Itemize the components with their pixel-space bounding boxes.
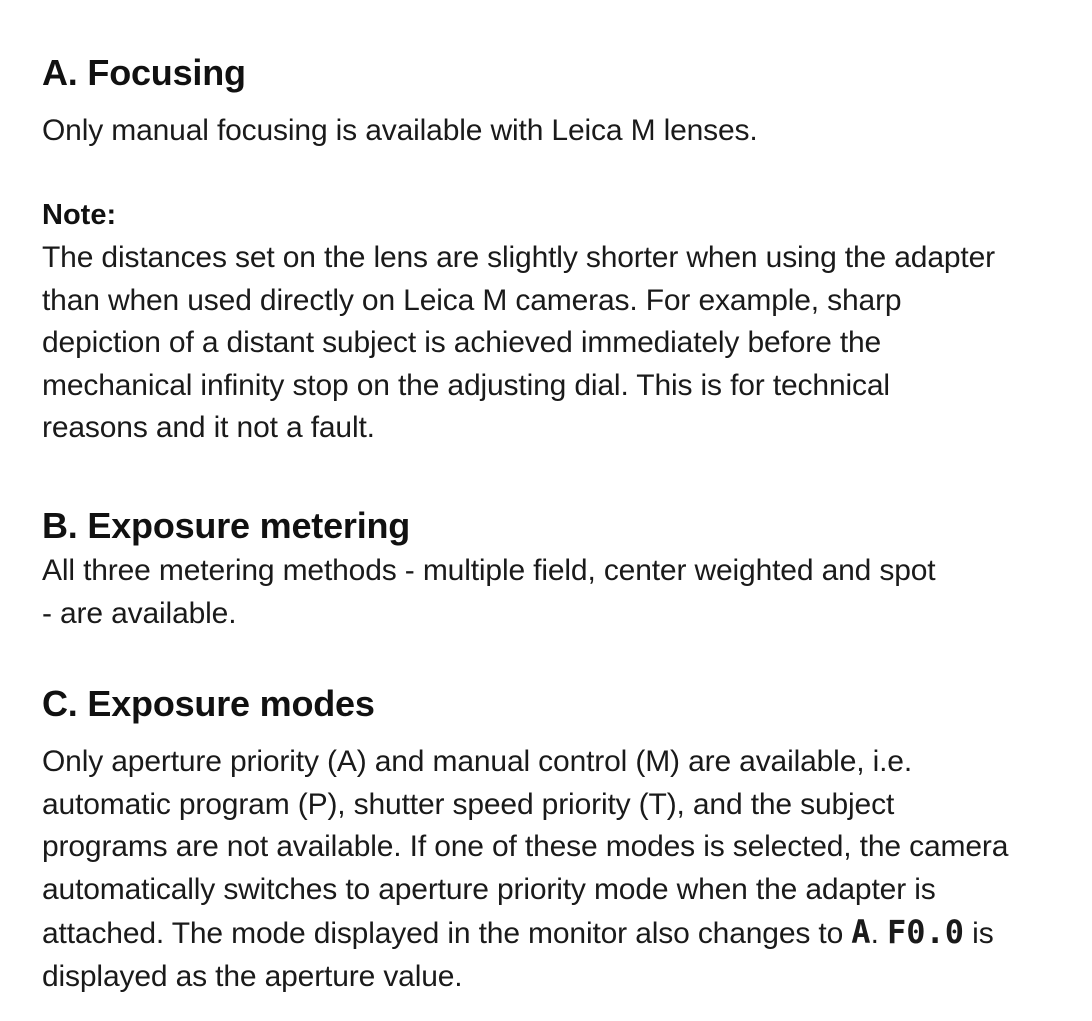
note-body: The distances set on the lens are slightly shorter when using the adapter than when used directly on Leica M cameras. For example, sharp depiction of a distant subject is achieved immediately before the mechanical infinity stop on the adjusting dial. This is for technical reasons and it not a fault. (42, 241, 995, 445)
note-label: Note: (42, 199, 117, 231)
section-a-body: Only manual focusing is available with Leica M lenses. (42, 114, 758, 147)
section-b-heading: B. Exposure metering (42, 505, 411, 546)
section-c-heading: C. Exposure modes (42, 683, 375, 724)
section-c-body-end: is displayed as the aperture value. (42, 917, 994, 993)
section-c-body (42, 741, 1008, 999)
section-b-body: All three metering methods - multiple field, center weighted and spot - are available. (42, 554, 936, 630)
monitor-aperture-glyph: F0.0 (886, 913, 964, 952)
monitor-mode-glyph: A (851, 913, 871, 952)
glyph-separator: . (870, 917, 887, 951)
section-c-body-start: Only aperture priority (A) and manual control (M) are available, i.e. automatic program (P), shutter speed priority (T), and the subject programs are not available. If one of these modes is selected, the camera automatically switches to aperture priority mode when the adapter is attached. The mode displayed in the monitor also changes to (42, 745, 1009, 951)
section-a-heading: A. Focusing (42, 52, 246, 93)
